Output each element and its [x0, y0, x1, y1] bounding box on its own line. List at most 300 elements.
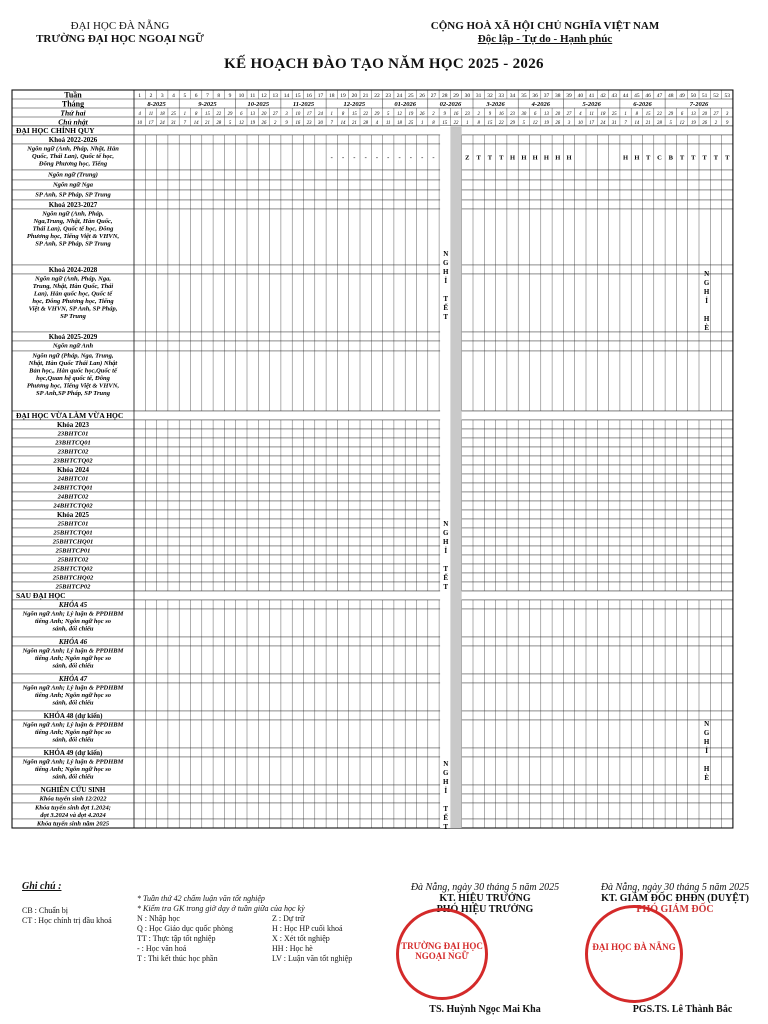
monday-date: 2	[432, 111, 435, 117]
row-label: Ngôn ngữ Anh	[52, 342, 94, 350]
sunday-date: 7	[624, 120, 627, 126]
group-row	[12, 332, 733, 341]
row-label: Khóa tuyển sinh đợt 1.2024;	[35, 804, 111, 812]
week-number: 37	[543, 93, 550, 99]
month-label: 01-2026	[394, 101, 417, 108]
nghi-tet-letter: N	[443, 250, 449, 258]
nghi-tet-letter: G	[443, 259, 449, 267]
row-label: sánh, đối chiếu	[52, 662, 94, 670]
monday-date: 30	[521, 111, 527, 117]
row-label: 24BHTCTQ02	[53, 502, 93, 510]
week-number: 20	[351, 93, 358, 99]
row-label: 23BHTCQ01	[55, 439, 91, 447]
sunday-date: 7	[330, 120, 333, 126]
data-row	[12, 447, 733, 456]
group-label: KHÓA 47	[58, 675, 88, 683]
row-label: 24BHTC02	[57, 493, 89, 501]
nghi-he-letter: È	[704, 774, 709, 782]
sunday-date: 2	[714, 120, 718, 126]
label-tuan: Tuần	[64, 90, 82, 100]
cell-code: -	[330, 154, 333, 162]
section-label: SAU ĐẠI HỌC	[16, 591, 66, 600]
monday-date: 8	[341, 111, 345, 117]
monday-date: 29	[668, 111, 674, 117]
sunday-date: 30	[318, 120, 323, 126]
row-label: Ngôn ngữ Anh; Lý luận & PPDHBM	[22, 684, 124, 692]
nghi-tet-letter: Ỉ	[444, 547, 448, 555]
monday-date: 8	[194, 111, 198, 117]
cell-code: H	[555, 154, 561, 162]
section-label: ĐẠI HỌC VỪA LÀM VỪA HỌC	[16, 411, 124, 420]
nghi-he-letter: H	[703, 315, 710, 323]
note-3: N : Nhập học	[137, 914, 180, 923]
week-number: 51	[701, 93, 708, 99]
row-label: Việt & VHVN, SP Anh, SP Pháp,	[28, 305, 118, 313]
week-number: 4	[172, 93, 175, 99]
note-8: Z : Dự trữ	[272, 914, 305, 923]
data-row	[12, 170, 733, 180]
data-row	[12, 180, 733, 190]
data-row	[12, 564, 733, 573]
label-chu-nhat: Chủ nhật	[58, 117, 88, 127]
week-number: 50	[690, 93, 697, 99]
monday-date: 15	[645, 111, 651, 117]
month-label: 8-2025	[147, 101, 166, 108]
cell-code: H	[543, 154, 549, 162]
sunday-date: 31	[611, 120, 617, 126]
row-label: 23BHTC01	[57, 430, 89, 438]
nghi-tet-letter: H	[443, 778, 449, 786]
month-label: 5-2026	[582, 101, 601, 108]
row-label: Ngôn ngữ Anh; Lý luận & PPDHBM	[22, 647, 124, 655]
month-label: 02-2026	[439, 101, 462, 108]
notes	[22, 881, 402, 963]
monday-date: 22	[363, 111, 369, 117]
nghi-he-letter: N	[704, 270, 710, 278]
monday-date: 13	[250, 111, 256, 117]
note-7: T : Thi kết thúc học phần	[137, 954, 218, 963]
data-row	[12, 474, 733, 483]
week-number: 38	[555, 93, 561, 99]
row-label: 25BHTCP02	[55, 583, 91, 591]
sunday-date: 19	[690, 120, 696, 126]
cell-code: Z	[465, 154, 470, 162]
row-label: SP Anh, SP Pháp, SP Trung	[35, 191, 111, 199]
monday-date: 4	[138, 111, 141, 117]
group-row	[12, 465, 733, 474]
row-label: Phương học, Tiếng Việt & VHVN,	[26, 233, 120, 240]
group-label: NGHIÊN CỨU SINH	[40, 786, 106, 794]
week-number: 11	[250, 93, 256, 99]
cell-code: H	[566, 154, 572, 162]
data-row	[12, 438, 733, 447]
nghi-he-letter: H	[703, 288, 710, 296]
cell-code: T	[476, 154, 481, 162]
sunday-date: 5	[228, 120, 232, 126]
monday-date: 13	[544, 111, 549, 117]
monday-date: 18	[159, 111, 165, 117]
data-row	[12, 803, 733, 819]
cell-code: T	[499, 154, 504, 162]
cell-code: -	[341, 154, 345, 162]
row-label: SP Anh,SP Pháp, SP Trung	[36, 390, 110, 397]
data-row	[12, 483, 733, 492]
week-number: 41	[588, 93, 595, 99]
week-number: 33	[498, 93, 504, 99]
cell-code: C	[657, 154, 662, 162]
row-label: 25BHTC01	[57, 520, 89, 528]
week-number: 42	[600, 93, 606, 99]
section-row	[12, 126, 733, 135]
cell-code: H	[510, 154, 516, 162]
sunday-date: 22	[498, 120, 504, 126]
sign-left-date: Đà Nẵng, ngày 30 tháng 5 năm 2025	[410, 882, 560, 893]
week-number: 22	[374, 93, 380, 99]
sunday-date: 1	[420, 120, 424, 126]
cell-code: H	[634, 154, 640, 162]
cell-code: H	[623, 154, 629, 162]
data-row	[12, 209, 733, 265]
cell-code: -	[375, 154, 379, 162]
monday-date: 1	[624, 111, 627, 117]
sunday-date: 7	[183, 120, 187, 126]
sunday-date: 17	[589, 120, 595, 126]
nghi-he-letter: È	[704, 324, 709, 332]
nghi-he-letter: H	[703, 738, 710, 746]
sunday-date: 10	[137, 120, 143, 126]
row-label: Đông Phương học, Tiếng	[38, 160, 108, 168]
data-row	[12, 429, 733, 438]
group-label: Khoá 2022-2026	[48, 136, 98, 144]
group-label: KHÓA 46	[58, 638, 88, 646]
sunday-date: 28	[216, 120, 222, 126]
sunday-date: 16	[295, 120, 301, 126]
row-label: 24BHTC01	[57, 475, 89, 483]
sunday-date: 9	[726, 120, 729, 126]
group-row	[12, 711, 733, 720]
monday-date: 22	[216, 111, 222, 117]
sunday-date: 24	[159, 120, 165, 126]
monday-date: 27	[713, 111, 719, 117]
cell-code: H	[521, 154, 527, 162]
monday-date: 16	[498, 111, 504, 117]
row-label: Ngôn ngữ Anh; Lý luận & PPDHBM	[22, 721, 124, 729]
week-number: 8	[217, 93, 221, 99]
row-label: Lan), Hàn quốc học, Quốc tế	[33, 290, 113, 298]
group-label: Khóa 2025	[56, 511, 90, 519]
row-label: sánh, đối chiếu	[52, 699, 94, 707]
sunday-date: 29	[510, 120, 515, 126]
week-number: 32	[487, 93, 493, 99]
week-number: 29	[453, 93, 459, 99]
monday-date: 23	[464, 111, 470, 117]
monday-date: 25	[171, 111, 176, 117]
row-label: SP Anh, SP Pháp, SP Trung	[35, 240, 111, 248]
data-row	[12, 351, 733, 411]
monday-date: 20	[261, 111, 267, 117]
monday-date: 22	[657, 111, 662, 117]
row-label: Ngôn ngữ Anh; Lý luận & PPDHBM	[22, 758, 124, 766]
monday-date: 2	[477, 111, 480, 117]
data-row	[12, 528, 733, 537]
monday-date: 11	[589, 111, 594, 117]
week-number: 3	[160, 93, 164, 99]
row-label: 25BHTC02	[57, 556, 89, 564]
sunday-date: 21	[205, 120, 210, 126]
data-row	[12, 274, 733, 332]
row-label: Thái Lan), Quốc tế học, Đông	[32, 225, 114, 233]
group-label: KHÓA 49 (dự kiến)	[43, 749, 103, 757]
sunday-date: 15	[487, 120, 493, 126]
cell-code: -	[421, 154, 424, 162]
row-label: Khóa tuyển sinh 12/2022	[39, 795, 107, 803]
nghi-tet-letter: N	[443, 520, 449, 528]
nghi-tet-letter: N	[443, 760, 449, 768]
group-row	[12, 420, 733, 429]
monday-date: 4	[579, 111, 582, 117]
cell-code: B	[668, 154, 673, 162]
sunday-date: 24	[600, 120, 606, 126]
week-number: 31	[475, 93, 482, 99]
sunday-date: 26	[702, 120, 708, 126]
sunday-date: 22	[453, 120, 459, 126]
data-row	[12, 819, 733, 828]
week-number: 19	[340, 93, 346, 99]
week-number: 45	[634, 93, 640, 99]
monday-date: 3	[726, 111, 729, 117]
row-label: 25BHTCTQ01	[53, 529, 93, 537]
week-number: 25	[408, 93, 414, 99]
section-label: ĐẠI HỌC CHÍNH QUY	[16, 126, 95, 135]
week-number: 14	[283, 93, 290, 99]
group-row	[12, 600, 733, 609]
month-label: 6-2026	[633, 101, 652, 108]
sign-right-date: Đà Nẵng, ngày 30 tháng 5 năm 2025	[600, 882, 750, 893]
week-number: 30	[464, 93, 471, 99]
monday-date: 15	[205, 111, 210, 117]
week-number: 49	[679, 93, 685, 99]
row-label: sánh, đối chiếu	[52, 625, 94, 633]
sign-right-role2: PHÓ GIÁM ĐỐC	[636, 904, 714, 915]
university-name: ĐẠI HỌC ĐÀ NẴNG	[70, 20, 170, 32]
row-label: Ngôn ngữ Nga	[52, 181, 94, 189]
note-1: * Tuần thứ 42 chấm luận văn tốt nghiệp	[137, 894, 265, 903]
row-label: 25BHTCHQ02	[52, 574, 94, 582]
row-label: tiếng Anh; Ngôn ngữ học so	[34, 729, 112, 736]
group-label: KHÓA 45	[58, 601, 88, 609]
monday-date: 20	[702, 111, 708, 117]
monday-date: 5	[387, 111, 390, 117]
week-number: 18	[329, 93, 335, 99]
sunday-date: 28	[363, 120, 369, 126]
week-number: 21	[362, 93, 369, 99]
nghi-he-letter: H	[703, 765, 710, 773]
row-label: Nhật, Hàn Quốc Thái Lan) Nhật	[28, 360, 118, 367]
monday-date: 8	[635, 111, 639, 117]
nghi-tet-letter: H	[443, 538, 449, 546]
label-thang: Tháng	[61, 99, 85, 109]
cell-code: T	[487, 154, 493, 162]
sign-left-role1: KT. HIỆU TRƯỞNG	[439, 893, 531, 904]
data-row	[12, 582, 733, 591]
monday-date: 6	[240, 111, 243, 117]
data-row	[12, 492, 733, 501]
row-label: học, Đông Phương học, Tiếng	[32, 298, 114, 305]
cell-code: H	[532, 154, 538, 162]
nghi-he-letter: Ỉ	[705, 747, 709, 755]
nghi-tet-letter: Ỉ	[444, 277, 448, 285]
row-label: Phương học, Tiếng Việt & VHVN,	[26, 382, 120, 390]
sunday-date: 26	[261, 120, 267, 126]
note-12: LV : Luận văn tốt nghiệp	[272, 954, 353, 963]
sunday-date: 18	[397, 120, 402, 126]
cell-code: -	[398, 154, 401, 162]
monday-date: 26	[419, 111, 425, 117]
row-label: sánh, đối chiếu	[52, 736, 94, 744]
note-6: - : Học văn hoá	[137, 944, 187, 953]
row-label: học,Quan hệ quốc tế, Đông	[36, 375, 110, 382]
row-label: Ngôn ngữ (Pháp, Nga, Trung,	[32, 352, 114, 360]
school-name: TRƯỜNG ĐẠI HỌC NGOẠI NGỮ	[36, 33, 204, 45]
month-label: 12-2025	[343, 101, 366, 108]
note-11: HH : Học hè	[272, 944, 313, 953]
sunday-date: 2	[274, 120, 277, 126]
week-number: 43	[611, 93, 617, 99]
sunday-date: 14	[634, 120, 640, 126]
monday-date: 1	[183, 111, 187, 117]
row-label: Khóa tuyển sinh năm 2025	[36, 820, 110, 828]
data-row	[12, 537, 733, 546]
row-label: tiếng Anh; Ngôn ngữ học so	[34, 618, 112, 625]
week-number: 53	[724, 93, 730, 99]
cell-code: T	[702, 154, 707, 162]
group-row	[12, 135, 733, 144]
group-label: Khóa 2024	[56, 466, 90, 474]
month-label: 9-2025	[198, 101, 217, 108]
sunday-date: 19	[544, 120, 549, 126]
row-label: 23BHTCTQ02	[53, 457, 93, 465]
nghi-tet-letter: Ế	[443, 574, 449, 582]
data-row	[12, 501, 733, 510]
group-row	[12, 510, 733, 519]
data-row	[12, 555, 733, 564]
group-row	[12, 748, 733, 757]
cell-code: T	[679, 154, 685, 162]
month-label: 3-2026	[486, 101, 505, 108]
nghi-tet-letter: T	[443, 295, 449, 303]
row-label: Ngôn ngữ (Anh, Pháp,	[42, 210, 104, 218]
group-row	[12, 265, 733, 274]
row-label: Quốc, Thái Lan), Quốc tế học,	[32, 153, 114, 160]
monday-date: 1	[330, 111, 333, 117]
week-number: 28	[442, 93, 448, 99]
group-row	[12, 674, 733, 683]
note-ct: CT : Học chính trị đầu khoá	[22, 916, 112, 925]
monday-date: 9	[488, 111, 492, 117]
note-cb: CB : Chuẩn bị	[22, 906, 69, 915]
data-row	[12, 190, 733, 200]
nghi-he-letter: G	[703, 279, 710, 287]
week-number: 24	[396, 93, 403, 99]
tet-shade	[450, 126, 461, 828]
nghi-tet-letter: T	[443, 313, 449, 321]
cell-code: T	[713, 154, 719, 162]
sunday-date: 21	[351, 120, 357, 126]
sunday-date: 3	[567, 120, 571, 126]
sunday-date: 12	[532, 120, 538, 126]
monday-date: 27	[272, 111, 278, 117]
row-label: tiếng Anh; Ngôn ngữ học so	[34, 766, 112, 773]
monday-date: 16	[453, 111, 459, 117]
monday-date: 19	[408, 111, 414, 117]
sunday-date: 11	[386, 120, 391, 126]
sunday-date: 14	[340, 120, 346, 126]
row-label: 25BHTCTQ02	[53, 565, 93, 573]
group-label: Khoá 2025-2029	[48, 333, 98, 341]
row-label: 25BHTCHQ01	[52, 538, 94, 546]
monday-date: 9	[443, 111, 446, 117]
sunday-date: 31	[171, 120, 176, 126]
week-number: 34	[509, 93, 516, 99]
monday-date: 17	[306, 111, 312, 117]
sunday-date: 25	[408, 120, 414, 126]
week-number: 2	[149, 93, 153, 99]
sign-right-role1: KT. GIÁM ĐỐC ĐHĐN (DUYỆT)	[601, 893, 749, 904]
monday-date: 10	[295, 111, 301, 117]
week-number: 40	[577, 93, 584, 99]
nghi-tet-letter: T	[443, 565, 449, 573]
cell-code: -	[353, 154, 356, 162]
row-label: Ngôn ngữ (Anh, Pháp, Nga,	[35, 275, 111, 283]
page-title: KẾ HOẠCH ĐÀO TẠO NĂM HỌC 2025 - 2026	[224, 56, 544, 72]
nghi-tet-letter: H	[443, 268, 449, 276]
month-label: 7-2026	[689, 101, 709, 108]
group-row	[12, 200, 733, 209]
week-number: 36	[532, 93, 538, 99]
nghi-tet-letter: Ế	[443, 814, 449, 822]
week-number: 35	[521, 93, 527, 99]
week-number: 44	[622, 93, 629, 99]
monday-date: 24	[318, 111, 323, 117]
note-5: TT : Thực tập tốt nghiệp	[137, 934, 216, 943]
monday-date: 13	[690, 111, 696, 117]
monday-date: 11	[148, 111, 154, 117]
month-label: 11-2025	[292, 101, 315, 108]
monday-date: 18	[600, 111, 606, 117]
week-number: 27	[430, 93, 437, 99]
nghi-tet-letter: Ế	[443, 304, 449, 312]
month-label: 10-2025	[247, 101, 270, 108]
monday-date: 29	[227, 111, 233, 117]
nghi-tet-letter: G	[443, 769, 449, 777]
row-label: tiếng Anh; Ngôn ngữ học so	[34, 692, 112, 699]
week-number: 12	[261, 93, 267, 99]
week-number: 39	[566, 93, 572, 99]
sunday-date: 15	[442, 120, 448, 126]
week-number: 17	[317, 93, 324, 99]
row-label: Bản học,, Hàn quốc học,Quốc tế	[29, 367, 117, 375]
week-number: 16	[306, 93, 312, 99]
row-label: 25BHTCP01	[55, 547, 91, 555]
row-label: Ngôn ngữ (Trung)	[48, 171, 98, 179]
note-9: H : Học HP cuối khoá	[272, 924, 343, 933]
monday-date: 12	[397, 111, 402, 117]
notes-title: Ghi chú :	[22, 881, 62, 892]
nghi-tet-letter: T	[443, 583, 449, 591]
nghi-tet-letter: T	[443, 805, 449, 813]
sunday-date: 5	[522, 120, 526, 126]
week-number: 10	[238, 93, 245, 99]
